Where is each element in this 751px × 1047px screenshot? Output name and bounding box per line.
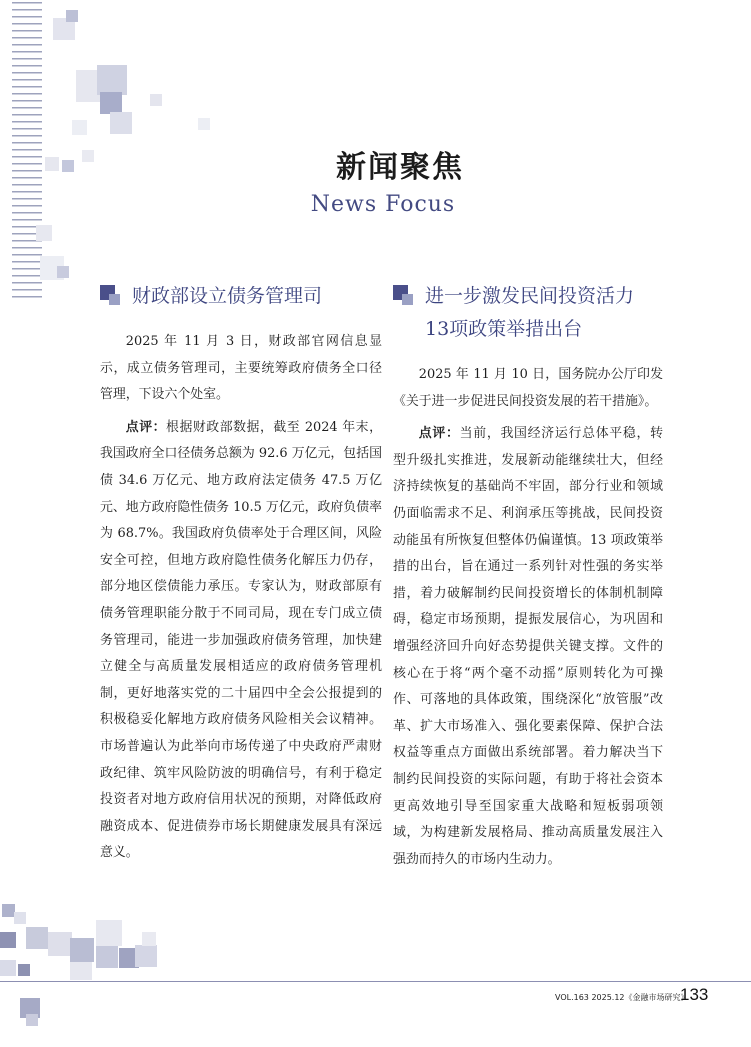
commentary-text: 根据财政部数据，截至 2024 年末，我国政府全口径债务总额为 92.6 万亿元，包括国债 34.6 万亿元、地方政府法定债务 47.5 万亿元、地方政府隐性债务 10.5 万亿元，政府负债率为 68.7%。我国政府负债率处于合理区间，风险安全可控，但地方政府隐性债务化解压力仍存，部分地区偿债能力承压。专家认为，财政部原有债务管理职能分散于不同司局，现在专门成立债务管理司，能进一步加强政府债务管理，加快建立健全与高质量发展相适应的政府债务管理机制，更好地落实党的二十届四中全会公报提到的积极稳妥化解地方政府债务风险相关会议精神。市场普遍认为此举向市场传递了中央政府严肃财政纪律、筑牢风险防波的明确信号，有利于稳定投资者对地方政府信用状况的预期，对降低政府融资成本、促进债券市场长期健康发展具有深远意义。 bbox=[100, 419, 382, 861]
paragraph-text: 2025 年 11 月 3 日，财政部官网信息显示，成立债务管理司，主要统筹政府债务全口径管理，下设六个处室。 bbox=[100, 334, 382, 403]
article-title: 进一步激发民间投资活力 13项政策举措出台 bbox=[425, 285, 635, 340]
article-title: 财政部设立债务管理司 bbox=[132, 285, 323, 307]
article-debt-management bbox=[100, 280, 382, 867]
article-commentary bbox=[100, 415, 382, 867]
article-heading bbox=[393, 280, 663, 346]
article-paragraph bbox=[100, 329, 382, 409]
article-commentary bbox=[393, 421, 663, 873]
article-paragraph bbox=[393, 362, 663, 415]
article-private-investment bbox=[393, 280, 663, 873]
decorative-stripes bbox=[12, 2, 42, 300]
article-heading bbox=[100, 280, 382, 313]
paragraph-text: 2025 年 11 月 10 日，国务院办公厅印发《关于进一步促进民间投资发展的若干措施》。 bbox=[393, 367, 663, 409]
footer-divider bbox=[0, 981, 751, 982]
page-subtitle: News Focus bbox=[310, 192, 456, 217]
journal-info: VOL.163 2025.12《金融市场研究》 bbox=[555, 993, 689, 1002]
page-title: 新闻聚焦 bbox=[336, 150, 464, 185]
page-number: 133 bbox=[680, 985, 709, 1004]
commentary-text: 当前，我国经济运行总体平稳，转型升级扎实推进，发展新动能继续壮大，但经济持续恢复的基础尚不牢固，部分行业和领域仍面临需求不足、利润承压等挑战，民间投资动能虽有所恢复但整体仍偏谨慎。13 项政策举措的出台，旨在通过一系列针对性强的务实举措，着力破解制约民间投资增长的体制机制障碍，稳定市场预期，提振发展信心，为巩固和增强经济回升向好态势提供关键支撑。文件的核心在于将“两个毫不动摇”原则转化为可操作、可落地的具体政策，围绕深化“放管服”改革、扩大市场准入、强化要素保障、保护合法权益等重点方面做出系统部署。着力解决当下制约民间投资的实际问题，有助于将社会资本更高效地引导至国家重大战略和短板弱项领域，为构建新发展格局、推动高质量发展注入强劲而持久的市场内生动力。 bbox=[393, 426, 664, 867]
commentary-label: 点评： bbox=[125, 419, 167, 435]
commentary-label: 点评： bbox=[418, 426, 460, 442]
heading-square-icon bbox=[100, 285, 120, 305]
heading-square-icon bbox=[393, 285, 413, 305]
